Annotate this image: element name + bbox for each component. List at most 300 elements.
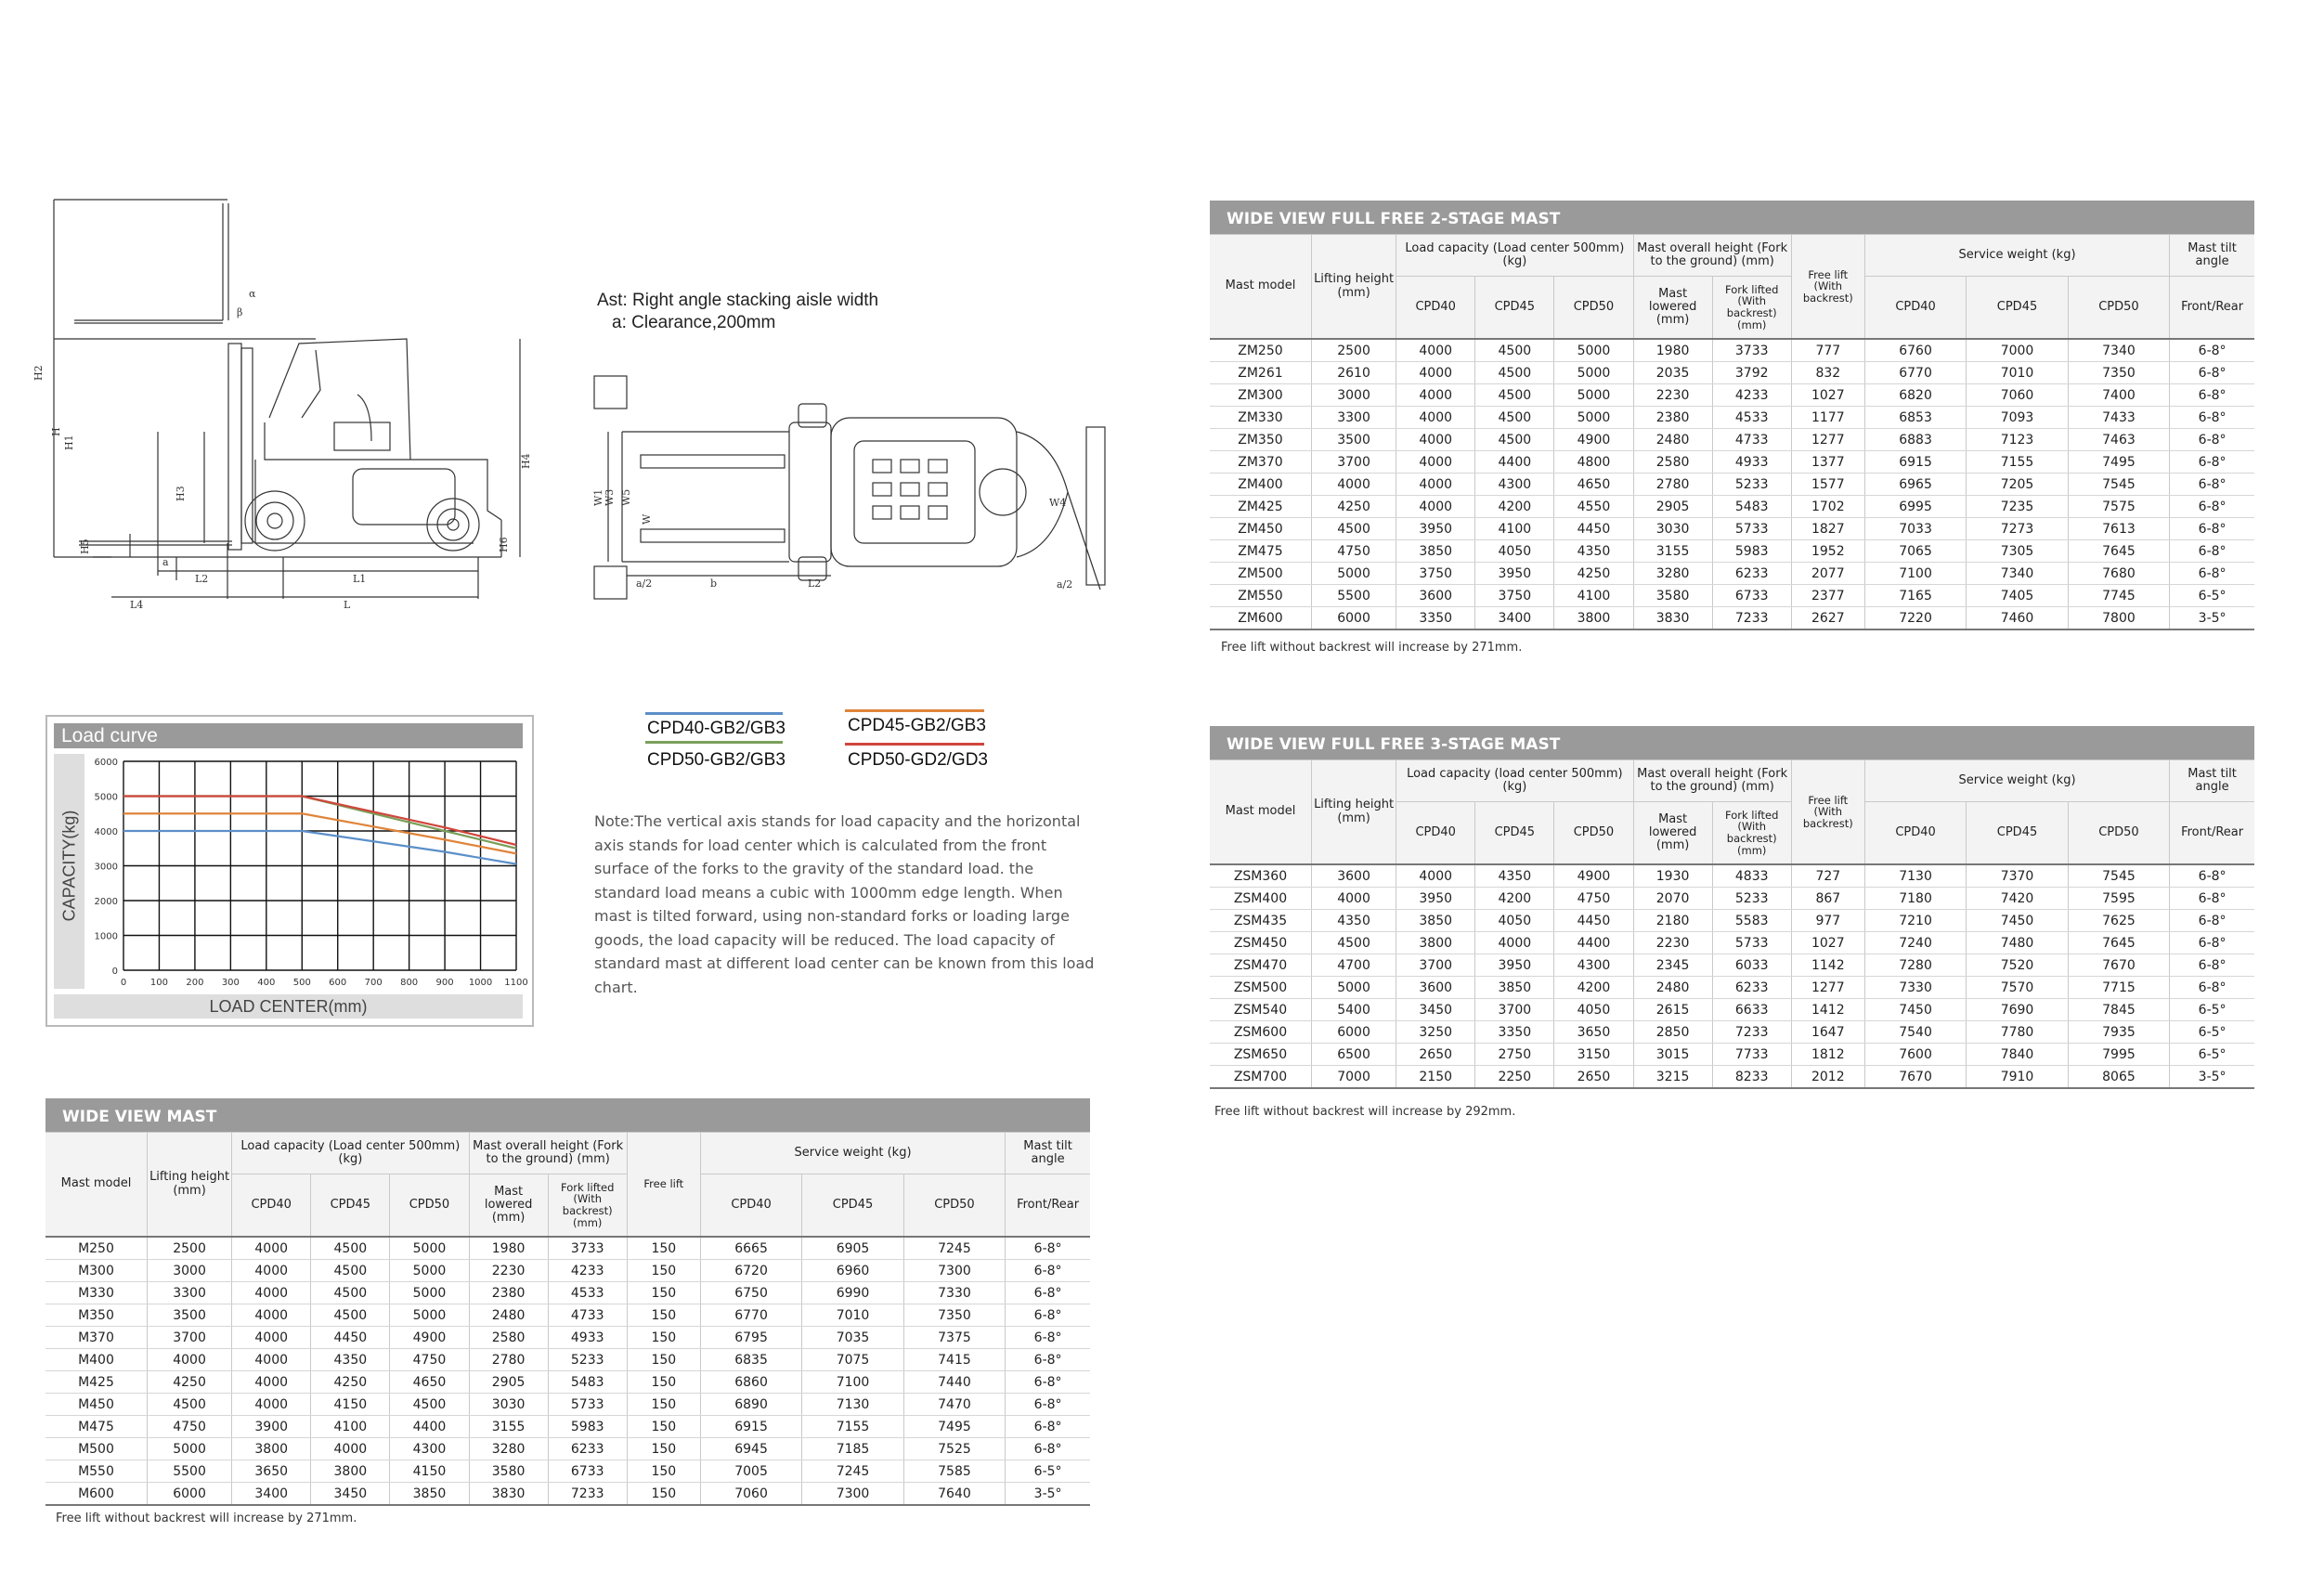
table-cell: 1980 <box>1633 339 1712 362</box>
x-tick-label: 800 <box>400 978 419 988</box>
table-cell: 7840 <box>1967 1044 2068 1066</box>
table-cell: 4250 <box>1311 496 1396 518</box>
header-cpd40: CPD40 <box>232 1174 311 1238</box>
table-cell: 4000 <box>232 1282 311 1304</box>
table-cell: 3150 <box>1554 1044 1633 1066</box>
table-cell: 3450 <box>1396 999 1475 1021</box>
table-cell: 3850 <box>1475 977 1554 999</box>
table-cell: 3155 <box>1633 540 1712 563</box>
table-cell: 6665 <box>700 1237 801 1260</box>
svg-text:α: α <box>249 288 256 300</box>
table-cell: 7460 <box>1967 607 2068 630</box>
table-row <box>45 1327 1090 1349</box>
table-cell: 150 <box>627 1304 700 1327</box>
table-cell: 6-8° <box>2170 518 2254 540</box>
table-cell: ZSM650 <box>1210 1044 1311 1066</box>
table-cell: 150 <box>627 1371 700 1394</box>
table-cell: 3700 <box>1475 999 1554 1021</box>
table-cell: 4550 <box>1554 496 1633 518</box>
table-cell: 4150 <box>390 1460 469 1483</box>
table-cell: 1930 <box>1633 864 1712 888</box>
table-row <box>45 1438 1090 1460</box>
table-cell: 4250 <box>1554 563 1633 585</box>
table-cell: 5000 <box>147 1438 231 1460</box>
table-cell: 2580 <box>469 1327 548 1349</box>
table-cell: 5000 <box>390 1260 469 1282</box>
header-weight-cpd40: CPD40 <box>1864 277 1966 340</box>
table-row <box>1210 496 2254 518</box>
table-cell: 4750 <box>1311 540 1396 563</box>
y-tick-label: 0 <box>111 967 118 977</box>
table-cell: 3850 <box>1396 540 1475 563</box>
table-cell: 7245 <box>903 1237 1005 1260</box>
table-cell: 4400 <box>1554 932 1633 954</box>
table-cell: 7000 <box>1967 339 2068 362</box>
table-cell: M450 <box>45 1394 147 1416</box>
table-cell: 4233 <box>548 1260 627 1282</box>
table-cell: 5000 <box>1554 362 1633 384</box>
table-cell: 3-5° <box>1006 1483 1090 1506</box>
table-cell: 6905 <box>802 1237 903 1260</box>
header-mast-lowered: Mast lowered (mm) <box>1633 802 1712 865</box>
series-line-cpd50-gd2-gd3 <box>123 797 516 846</box>
table-cell: ZSM470 <box>1210 954 1311 977</box>
table-cell: 4500 <box>147 1394 231 1416</box>
table-cell: 2480 <box>1633 977 1712 999</box>
table-cell: 6000 <box>1311 607 1396 630</box>
table-cell: 2070 <box>1633 888 1712 910</box>
table-cell: 3-5° <box>2170 1066 2254 1089</box>
table-cell: 5000 <box>1311 563 1396 585</box>
header-weight-cpd40: CPD40 <box>700 1174 801 1238</box>
table-cell: 7415 <box>903 1349 1005 1371</box>
table-cell: 7233 <box>1712 1021 1791 1044</box>
table-cell: 3015 <box>1633 1044 1712 1066</box>
table-row <box>1210 474 2254 496</box>
table-cell: 3900 <box>232 1416 311 1438</box>
table-cell: 7463 <box>2068 429 2169 451</box>
x-tick-label: 600 <box>329 978 347 988</box>
load-curve-note: Note:The vertical axis stands for load capacity and the horizontal axis stands for load center which is calculated from the front surface of the forks to the gravity of the standard load. the standard load means a cubic with 1000mm edge length. When mast is tilted forward, using non-standard forks or loading large goods, the load capacity will be reduced. The load capacity of standard mast at different load center can be known from this load chart. <box>594 812 1095 996</box>
table-cell: 727 <box>1791 864 1864 888</box>
table-cell: 6-8° <box>2170 977 2254 999</box>
svg-text:L2: L2 <box>195 573 209 585</box>
table-cell: 6-5° <box>2170 999 2254 1021</box>
table-cell: 7340 <box>1967 563 2068 585</box>
table-cell: 7060 <box>1967 384 2068 407</box>
table-title: WIDE VIEW FULL FREE 3-STAGE MAST <box>1210 726 2254 759</box>
header-mast-model: Mast model <box>45 1133 147 1238</box>
table-cell: 7495 <box>903 1416 1005 1438</box>
table-cell: 2377 <box>1791 585 1864 607</box>
header-cpd50: CPD50 <box>1554 277 1633 340</box>
table-cell: 6890 <box>700 1394 801 1416</box>
load-curve-ylabel: CAPACITY(kg) <box>59 810 79 922</box>
table-cell: 6945 <box>700 1438 801 1460</box>
table-cell: 3830 <box>1633 607 1712 630</box>
table-row <box>45 1282 1090 1304</box>
table-cell: 4000 <box>1396 407 1475 429</box>
table-cell: 2012 <box>1791 1066 1864 1089</box>
table-cell: 7185 <box>802 1438 903 1460</box>
table-cell: 3830 <box>469 1483 548 1506</box>
table-cell: ZSM500 <box>1210 977 1311 999</box>
svg-text:L: L <box>344 599 351 611</box>
table-cell: 4900 <box>1554 864 1633 888</box>
header-mast-model: Mast model <box>1210 760 1311 865</box>
table-cell: 5733 <box>1712 518 1791 540</box>
table-cell: 6000 <box>1311 1021 1396 1044</box>
table-row <box>45 1460 1090 1483</box>
svg-text:a/2: a/2 <box>1057 578 1073 590</box>
header-weight-cpd45: CPD45 <box>802 1174 903 1238</box>
svg-text:L2: L2 <box>808 577 822 590</box>
table-cell: 832 <box>1791 362 1864 384</box>
table-cell: 4733 <box>1712 429 1791 451</box>
table-cell: 4000 <box>1396 864 1475 888</box>
svg-text:W5: W5 <box>620 488 632 506</box>
table-title: WIDE VIEW FULL FREE 2-STAGE MAST <box>1210 201 2254 234</box>
table-cell: 2230 <box>1633 932 1712 954</box>
table-cell: 3215 <box>1633 1066 1712 1089</box>
table-cell: 3250 <box>1396 1021 1475 1044</box>
table-cell: 6990 <box>802 1282 903 1304</box>
table-cell: 4250 <box>147 1371 231 1394</box>
table-cell: 2610 <box>1311 362 1396 384</box>
table-cell: 2480 <box>469 1304 548 1327</box>
header-mast-overall: Mast overall height (Fork to the ground) (mm) <box>469 1133 627 1174</box>
table-cell: 3600 <box>1396 977 1475 999</box>
table-cell: 7420 <box>1967 888 2068 910</box>
table-cell: 7495 <box>2068 451 2169 474</box>
table-cell: 5000 <box>390 1237 469 1260</box>
table-row <box>1210 954 2254 977</box>
table-cell: 4000 <box>1396 339 1475 362</box>
table-cell: 3800 <box>311 1460 390 1483</box>
table-cell: 7400 <box>2068 384 2169 407</box>
table-row <box>45 1483 1090 1506</box>
header-load-capacity: Load capacity (load center 500mm) (kg) <box>1396 760 1633 802</box>
header-free-lift: Free lift <box>627 1133 700 1238</box>
table-cell: 4000 <box>1311 474 1396 496</box>
x-tick-label: 500 <box>292 978 311 988</box>
table-cell: 4050 <box>1554 999 1633 1021</box>
table-cell: 1377 <box>1791 451 1864 474</box>
table-cell: 4650 <box>390 1371 469 1394</box>
table-cell: 4000 <box>1311 888 1396 910</box>
table-cell: 6995 <box>1864 496 1966 518</box>
table-cell: ZM475 <box>1210 540 1311 563</box>
table-cell: 2380 <box>469 1282 548 1304</box>
header-weight-cpd45: CPD45 <box>1967 277 2068 340</box>
table-cell: 4000 <box>232 1394 311 1416</box>
table-cell: 7585 <box>903 1460 1005 1483</box>
table-cell: 7060 <box>700 1483 801 1506</box>
table-cell: 6-8° <box>2170 563 2254 585</box>
table-cell: 4500 <box>1475 362 1554 384</box>
table-row <box>1210 362 2254 384</box>
header-tilt: Mast tilt angle <box>2170 235 2254 277</box>
table-cell: 5733 <box>548 1394 627 1416</box>
table-cell: 4500 <box>311 1304 390 1327</box>
table-cell: 7845 <box>2068 999 2169 1021</box>
header-front-rear: Front/Rear <box>2170 802 2254 865</box>
table-cell: 4000 <box>1396 429 1475 451</box>
header-weight-cpd50: CPD50 <box>2068 277 2169 340</box>
header-tilt: Mast tilt angle <box>1006 1133 1090 1174</box>
header-weight-cpd40: CPD40 <box>1864 802 1966 865</box>
table-cell: 1177 <box>1791 407 1864 429</box>
table-cell: 6-8° <box>2170 932 2254 954</box>
table-cell: 7595 <box>2068 888 2169 910</box>
table-cell: 3580 <box>469 1460 548 1483</box>
table-cell: 6733 <box>548 1460 627 1483</box>
spec-table <box>1210 234 2254 630</box>
table-cell: 150 <box>627 1460 700 1483</box>
table-cell: 6-8° <box>1006 1349 1090 1371</box>
table-cell: 3950 <box>1475 954 1554 977</box>
table-cell: 5233 <box>548 1349 627 1371</box>
table-cell: 6-8° <box>2170 888 2254 910</box>
header-lifting-height: Lifting height (mm) <box>1311 760 1396 865</box>
table-cell: 3-5° <box>2170 607 2254 630</box>
table-cell: ZSM435 <box>1210 910 1311 932</box>
table-cell: 6-8° <box>2170 910 2254 932</box>
table-cell: M350 <box>45 1304 147 1327</box>
table-cell: 7035 <box>802 1327 903 1349</box>
table-title: WIDE VIEW MAST <box>45 1098 1090 1132</box>
svg-text:H4: H4 <box>520 453 532 469</box>
table-cell: 7300 <box>903 1260 1005 1282</box>
table-cell: 3300 <box>1311 407 1396 429</box>
table-cell: 7155 <box>1967 451 2068 474</box>
table-cell: 5233 <box>1712 474 1791 496</box>
table-cell: ZM550 <box>1210 585 1311 607</box>
header-cpd45: CPD45 <box>1475 277 1554 340</box>
table-cell: 7545 <box>2068 864 2169 888</box>
table-cell: M475 <box>45 1416 147 1438</box>
table-cell: 6-8° <box>1006 1371 1090 1394</box>
table-cell: 4500 <box>311 1260 390 1282</box>
table-cell: M400 <box>45 1349 147 1371</box>
table-cell: 6-8° <box>1006 1327 1090 1349</box>
header-load-capacity: Load capacity (Load center 500mm) (kg) <box>1396 235 1633 277</box>
header-load-capacity: Load capacity (Load center 500mm) (kg) <box>232 1133 469 1174</box>
svg-text:W1: W1 <box>592 488 604 506</box>
table-cell: 4450 <box>1554 910 1633 932</box>
table-cell: 150 <box>627 1260 700 1282</box>
table-cell: ZM370 <box>1210 451 1311 474</box>
header-fork-lifted: Fork lifted (With backrest) (mm) <box>548 1174 627 1238</box>
table-cell: 2650 <box>1396 1044 1475 1066</box>
table-cell: ZSM450 <box>1210 932 1311 954</box>
table-cell: 3300 <box>147 1282 231 1304</box>
load-curve-panel <box>45 715 534 1027</box>
table-cell: 977 <box>1791 910 1864 932</box>
table-cell: 5983 <box>1712 540 1791 563</box>
table-row <box>1210 910 2254 932</box>
table-cell: 3280 <box>1633 563 1712 585</box>
table-cell: 2230 <box>469 1260 548 1282</box>
table-cell: 7575 <box>2068 496 2169 518</box>
table-cell: 4200 <box>1475 496 1554 518</box>
svg-text:W3: W3 <box>604 488 616 506</box>
table-cell: 4300 <box>1475 474 1554 496</box>
header-fork-lifted: Fork lifted (With backrest) (mm) <box>1712 277 1791 340</box>
table-cell: ZM500 <box>1210 563 1311 585</box>
table-cell: 5000 <box>1311 977 1396 999</box>
table-cell: 7405 <box>1967 585 2068 607</box>
table-cell: 6-8° <box>1006 1282 1090 1304</box>
table-cell: 7233 <box>548 1483 627 1506</box>
load-curve-chart <box>84 752 530 995</box>
header-service-weight: Service weight (kg) <box>1864 760 2169 802</box>
table-row <box>1210 977 2254 999</box>
table-cell: 4733 <box>548 1304 627 1327</box>
series-line-cpd40-gb2-gb3 <box>123 831 516 864</box>
table-cell: 3000 <box>147 1260 231 1282</box>
table-cell: 6233 <box>1712 563 1791 585</box>
table-cell: 4500 <box>1475 384 1554 407</box>
table-cell: 3792 <box>1712 362 1791 384</box>
table-cell: 4300 <box>1554 954 1633 977</box>
table-cell: 5000 <box>1554 384 1633 407</box>
table-cell: 7745 <box>2068 585 2169 607</box>
x-tick-label: 900 <box>435 978 454 988</box>
table-cell: 4000 <box>232 1371 311 1394</box>
series-line-cpd50-gb2-gb3 <box>123 797 516 849</box>
table-cell: 6720 <box>700 1260 801 1282</box>
table-cell: 4100 <box>1475 518 1554 540</box>
y-tick-label: 2000 <box>94 897 118 907</box>
table-cell: 7625 <box>2068 910 2169 932</box>
table-cell: 150 <box>627 1394 700 1416</box>
table-cell: M330 <box>45 1282 147 1304</box>
header-mast-lowered: Mast lowered (mm) <box>1633 277 1712 340</box>
table-cell: 4000 <box>232 1260 311 1282</box>
table-cell: 7210 <box>1864 910 1966 932</box>
table-cell: 1647 <box>1791 1021 1864 1044</box>
table-cell: 6760 <box>1864 339 1966 362</box>
table-cell: 7545 <box>2068 474 2169 496</box>
table-cell: 3650 <box>232 1460 311 1483</box>
header-mast-overall: Mast overall height (Fork to the ground) (mm) <box>1633 235 1791 277</box>
table-cell: 7000 <box>1311 1066 1396 1089</box>
table-cell: 4200 <box>1554 977 1633 999</box>
table-cell: 6960 <box>802 1260 903 1282</box>
table-cell: 150 <box>627 1237 700 1260</box>
table-cell: 4350 <box>1311 910 1396 932</box>
table-cell: 2500 <box>147 1237 231 1260</box>
table-cell: 5483 <box>1712 496 1791 518</box>
load-curve-ylabel-band <box>54 754 84 989</box>
table-cell: 7370 <box>1967 864 2068 888</box>
table-cell: 4000 <box>1396 451 1475 474</box>
table-cell: 2077 <box>1791 563 1864 585</box>
svg-text:H3: H3 <box>175 486 187 501</box>
header-service-weight: Service weight (kg) <box>1864 235 2169 277</box>
table-cell: ZM350 <box>1210 429 1311 451</box>
table-cell: 3500 <box>1311 429 1396 451</box>
table-cell: 3400 <box>1475 607 1554 630</box>
table-3-stage-mast <box>1210 726 2254 1089</box>
table-cell: 3700 <box>1311 451 1396 474</box>
table-cell: M300 <box>45 1260 147 1282</box>
table-cell: 150 <box>627 1416 700 1438</box>
spec-table <box>1210 759 2254 1089</box>
table-cell: 4250 <box>311 1371 390 1394</box>
table-row <box>1210 1021 2254 1044</box>
table-cell: 4050 <box>1475 540 1554 563</box>
table-cell: 1412 <box>1791 999 1864 1021</box>
table-cell: 6000 <box>147 1483 231 1506</box>
table-cell: 6795 <box>700 1327 801 1349</box>
table-cell: 4000 <box>232 1304 311 1327</box>
table-cell: 4833 <box>1712 864 1791 888</box>
table-cell: 6233 <box>1712 977 1791 999</box>
table-cell: 4500 <box>311 1237 390 1260</box>
table-cell: ZSM400 <box>1210 888 1311 910</box>
header-fork-lifted: Fork lifted (With backrest) (mm) <box>1712 802 1791 865</box>
table-cell: 4100 <box>1554 585 1633 607</box>
table-row <box>45 1237 1090 1260</box>
table-cell: 6915 <box>1864 451 1966 474</box>
table-row <box>45 1371 1090 1394</box>
legend-line-cpd50-gb <box>645 741 783 744</box>
table-cell: 7375 <box>903 1327 1005 1349</box>
table-cell: 6820 <box>1864 384 1966 407</box>
table-cell: 7910 <box>1967 1066 2068 1089</box>
table-cell: 7205 <box>1967 474 2068 496</box>
table-cell: 6750 <box>700 1282 801 1304</box>
table-cell: 4000 <box>1475 932 1554 954</box>
table-cell: 5400 <box>1311 999 1396 1021</box>
x-tick-label: 1100 <box>504 978 528 988</box>
table-cell: 6-8° <box>1006 1260 1090 1282</box>
table-cell: ZSM600 <box>1210 1021 1311 1044</box>
table-cell: 7033 <box>1864 518 1966 540</box>
table-cell: 3700 <box>1396 954 1475 977</box>
table-cell: 5000 <box>390 1282 469 1304</box>
table-cell: 6-8° <box>1006 1304 1090 1327</box>
svg-text:β: β <box>237 306 243 318</box>
header-front-rear: Front/Rear <box>2170 277 2254 340</box>
table-cell: 5500 <box>147 1460 231 1483</box>
table-cell: 6-8° <box>2170 540 2254 563</box>
table-cell: 2250 <box>1475 1066 1554 1089</box>
table-cell: ZSM540 <box>1210 999 1311 1021</box>
table-cell: 2035 <box>1633 362 1712 384</box>
table-cell: ZM261 <box>1210 362 1311 384</box>
footnote-wide-view-mast: Free lift without backrest will increase by 271mm. <box>56 1512 357 1525</box>
table-cell: 7680 <box>2068 563 2169 585</box>
table-cell: 3800 <box>1396 932 1475 954</box>
ast-note-line1: Ast: Right angle stacking aisle width <box>597 291 879 310</box>
table-cell: 2150 <box>1396 1066 1475 1089</box>
table-cell: 2500 <box>1311 339 1396 362</box>
table-cell: 6-5° <box>1006 1460 1090 1483</box>
table-cell: 3500 <box>147 1304 231 1327</box>
table-cell: 7780 <box>1967 1021 2068 1044</box>
table-cell: 7075 <box>802 1349 903 1371</box>
table-cell: 7155 <box>802 1416 903 1438</box>
table-cell: 6-8° <box>2170 339 2254 362</box>
table-cell: M550 <box>45 1460 147 1483</box>
table-cell: 5000 <box>390 1304 469 1327</box>
table-cell: 7350 <box>2068 362 2169 384</box>
table-cell: 7995 <box>2068 1044 2169 1066</box>
table-cell: 4450 <box>1554 518 1633 540</box>
